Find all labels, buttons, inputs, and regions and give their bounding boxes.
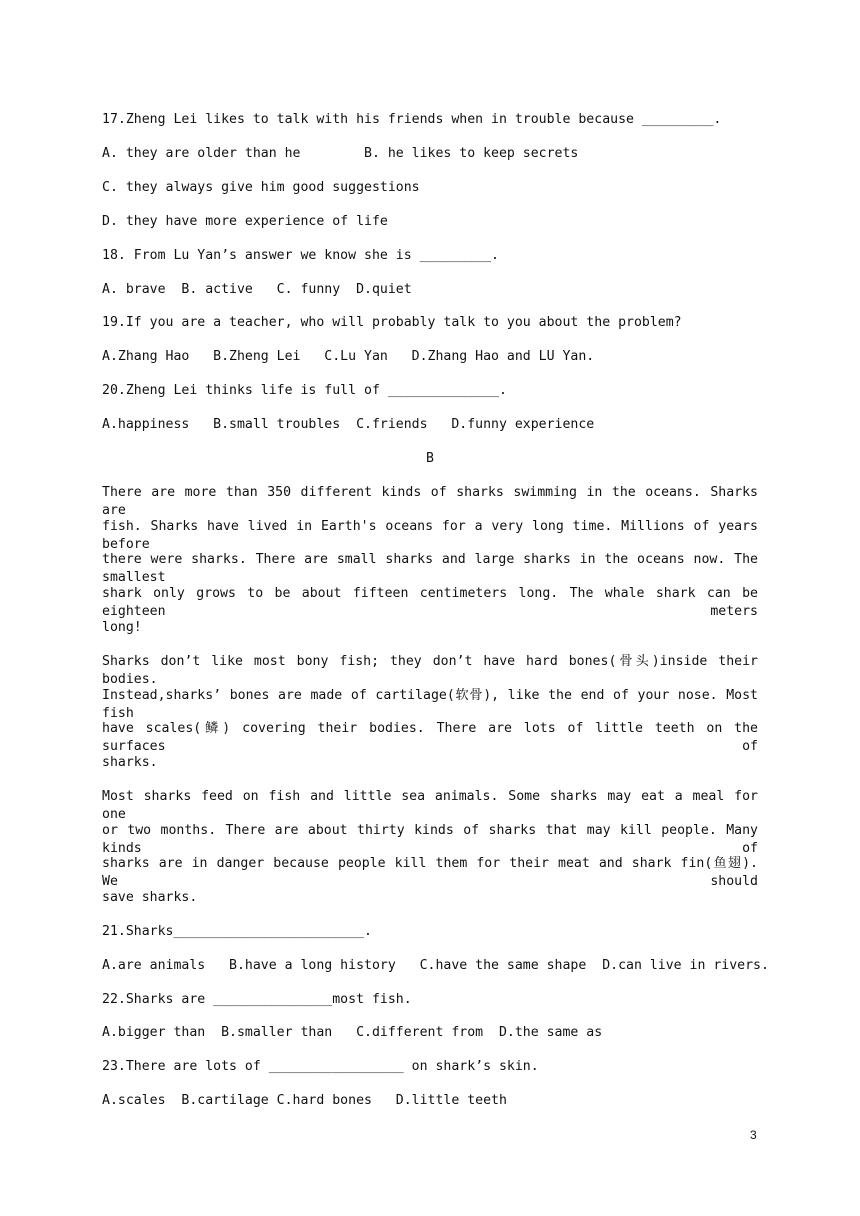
question-20-options: A.happiness B.small troubles C.friends D.funny experience	[102, 417, 595, 432]
question-17-options-ab: A. they are older than he B. he likes to keep secrets	[102, 146, 579, 161]
passage-line: or two months. There are about thirty kinds of sharks that may kill people. Many kinds of	[102, 823, 758, 856]
passage-line: have scales(鳞) covering their bodies. There are lots of little teeth on the surfaces of	[102, 721, 758, 754]
question-20-stem: 20.Zheng Lei thinks life is full of ______________.	[102, 383, 507, 398]
section-b-heading: B	[426, 451, 434, 466]
question-22-options: A.bigger than B.smaller than C.different from D.the same as	[102, 1025, 603, 1040]
passage-line: there were sharks. There are small sharks and large sharks in the oceans now. The smallest	[102, 552, 758, 585]
question-18-stem: 18. From Lu Yan’s answer we know she is _________.	[102, 248, 499, 263]
question-17-option-c: C. they always give him good suggestions	[102, 180, 420, 195]
question-17-option-d: D. they have more experience of life	[102, 214, 388, 229]
question-23-options: A.scales B.cartilage C.hard bones D.little teeth	[102, 1093, 507, 1108]
passage-line: fish. Sharks have lived in Earth's oceans for a very long time. Millions of years before	[102, 519, 758, 552]
passage-line: sharks.	[102, 755, 158, 770]
question-21-stem: 21.Sharks________________________.	[102, 924, 372, 939]
passage-line: save sharks.	[102, 890, 198, 905]
question-19-stem: 19.If you are a teacher, who will probably talk to you about the problem?	[102, 315, 682, 330]
passage-line: Sharks don’t like most bony fish; they don’t have hard bones(骨头)inside their bodies.	[102, 654, 758, 687]
passage-line: There are more than 350 different kinds of sharks swimming in the oceans. Sharks are	[102, 485, 758, 518]
question-19-options: A.Zhang Hao B.Zheng Lei C.Lu Yan D.Zhang Hao and LU Yan.	[102, 349, 595, 364]
passage-line: Instead,sharks’ bones are made of cartilage(软骨), like the end of your nose. Most fish	[102, 688, 758, 721]
page-number: 3	[750, 1128, 757, 1142]
passage-line: shark only grows to be about fifteen centimeters long. The whale shark can be eighteen meters	[102, 586, 758, 619]
question-17-stem: 17.Zheng Lei likes to talk with his friends when in trouble because _________.	[102, 112, 722, 127]
passage-line: sharks are in danger because people kill them for their meat and shark fin(鱼翅). We should	[102, 856, 758, 889]
passage-line: long!	[102, 620, 142, 635]
passage-line: Most sharks feed on fish and little sea animals. Some sharks may eat a meal for one	[102, 789, 758, 822]
question-22-stem: 22.Sharks are _______________most fish.	[102, 992, 412, 1007]
question-21-options: A.are animals B.have a long history C.have the same shape D.can live in rivers.	[102, 958, 769, 973]
question-18-options: A. brave B. active C. funny D.quiet	[102, 282, 412, 297]
question-23-stem: 23.There are lots of _________________ on shark’s skin.	[102, 1059, 539, 1074]
